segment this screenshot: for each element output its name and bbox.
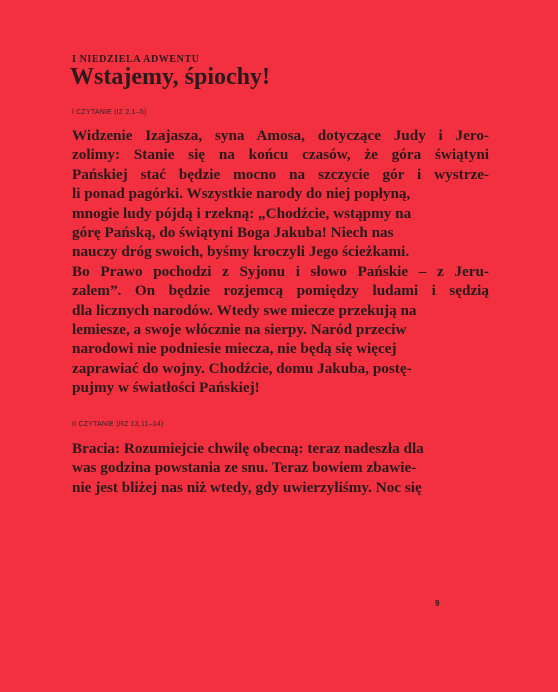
- text-line: mnogie ludy pójdą i rzekną: „Chodźcie, wstąpmy na: [72, 204, 412, 222]
- page-title: Wstajemy, śpiochy!: [70, 64, 270, 90]
- page-number: 9: [435, 599, 440, 608]
- reading-2-label: II CZYTANIE (RZ 13,11–14): [72, 421, 164, 428]
- text-line: zalem”. On będzie rozjemcą pomiędzy ludami i sędzią: [72, 282, 489, 300]
- text-line: nie jest bliżej nas niż wtedy, gdy uwierzyliśmy. Noc się: [72, 478, 422, 496]
- text-line: pujmy w światłości Pańskiej!: [72, 379, 260, 397]
- reading-2-text: [72, 439, 489, 497]
- section-kicker: I NIEDZIELA ADWENTU: [72, 54, 200, 65]
- text-line: narodowi nie podniesie miecza, nie będą się więcej: [72, 340, 397, 358]
- text-line: zaprawiać do wojny. Chodźcie, domu Jakuba, postę-: [72, 359, 412, 377]
- text-line: lemiesze, a swoje włócznie na sierpy. Naród przeciw: [72, 321, 407, 339]
- text-line: was godzina powstania ze snu. Teraz bowiem zbawie-: [72, 459, 417, 477]
- text-line: górę Pańską, do świątyni Boga Jakuba! Niech nas: [72, 224, 394, 242]
- text-line: Pańskiej stać będzie mocno na szczycie gór i wystrze-: [72, 165, 489, 183]
- text-line: Widzenie Izajasza, syna Amosa, dotyczące Judy i Jero-: [72, 127, 489, 144]
- text-line: nauczy dróg swoich, byśmy kroczyli Jego ścieżkami.: [72, 243, 410, 261]
- text-line: dla licznych narodów. Wtedy swe miecze przekują na: [72, 301, 417, 319]
- text-line: zolimy: Stanie się na końcu czasów, że góra świątyni: [72, 146, 489, 164]
- text-line: Bo Prawo pochodzi z Syjonu i słowo Pańskie – z Jeru-: [72, 262, 489, 280]
- reading-1-label: I CZYTANIE (IZ 2,1–5): [72, 109, 147, 116]
- reading-1-text: [72, 126, 489, 398]
- text-line: li ponad pagórki. Wszystkie narody do niej popłyną,: [72, 185, 411, 203]
- text-line: Bracia: Rozumiejcie chwilę obecną: teraz nadeszła dla: [72, 440, 424, 457]
